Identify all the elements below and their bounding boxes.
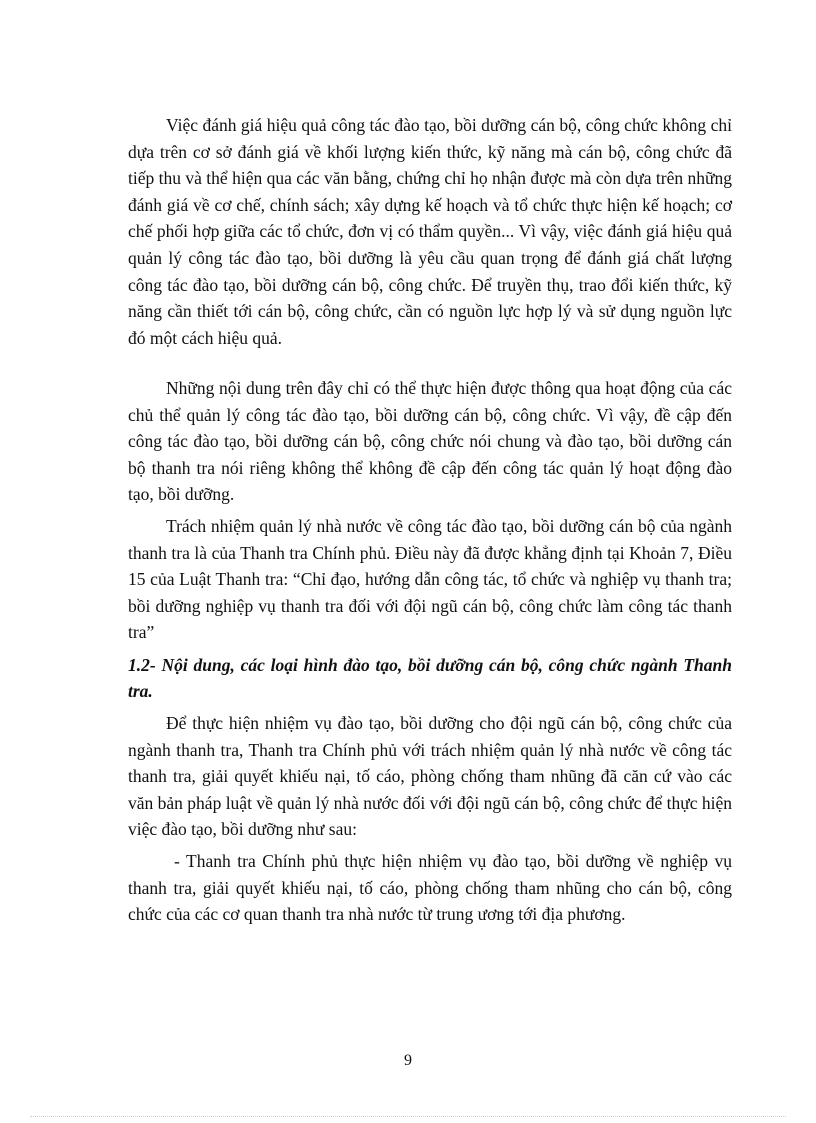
page-number: 9 [404, 1052, 412, 1069]
paragraph-evaluation: Việc đánh giá hiệu quả công tác đào tạo, bồi dưỡng cán bộ, công chức không chỉ dựa trên cơ sở đánh giá về khối lượng kiến thức, kỹ năng mà cán bộ, công chức đã tiếp thu và thể hiện qua các văn bằng, chứng chỉ họ nhận được mà còn dựa trên những đánh giá về cơ chế, chính sách; xây dựng kế hoạch và tổ chức thực hiện kế hoạch; cơ chế phối hợp giữa các tổ chức, đơn vị có thẩm quyền... Vì vậy, việc đánh giá hiệu quả quản lý công tác đào tạo, bồi dưỡng là yêu cầu quan trọng để đánh giá chất lượng công tác đào tạo, bồi dưỡng cán bộ, công chức. Để truyền thụ, trao đổi kiến thức, kỹ năng cần thiết tới cán bộ, công chức, cần có nguồn lực hợp lý và sử dụng nguồn lực đó một cách hiệu quả. [128, 115, 732, 348]
paragraph-implementation: Để thực hiện nhiệm vụ đào tạo, bồi dưỡng cho đội ngũ cán bộ, công chức của ngành thanh tra, Thanh tra Chính phủ với trách nhiệm quản lý nhà nước về công tác thanh tra, giải quyết khiếu nại, tố cáo, phòng chống tham nhũng đã căn cứ vào các văn bản pháp luật về quản lý nhà nước đối với đội ngũ cán bộ, công chức để thực hiện việc đào tạo, bồi dưỡng như sau: [128, 713, 732, 840]
paragraph-responsibility: Trách nhiệm quản lý nhà nước về công tác đào tạo, bồi dưỡng cán bộ của ngành thanh tra là của Thanh tra Chính phủ. Điều này đã được khẳng định tại Khoản 7, Điều 15 của Luật Thanh tra: “Chỉ đạo, hướng dẫn công tác, tổ chức và nghiệp vụ thanh tra; bồi dưỡng nghiệp vụ thanh tra đối với đội ngũ cán bộ, công chức làm công tác thanh tra” [128, 516, 732, 643]
paragraph-content-scope: Những nội dung trên đây chỉ có thể thực hiện được thông qua hoạt động của các chủ thể quản lý công tác đào tạo, bồi dưỡng cán bộ, công chức. Vì vậy, đề cập đến công tác đào tạo, bồi dưỡng cán bộ, công chức nói chung và đào tạo, bồi dưỡng cán bộ thanh tra nói riêng không thể không đề cập đến công tác quản lý hoạt động đào tạo, bồi dưỡng. [128, 378, 732, 505]
page-bottom-divider [30, 1116, 786, 1117]
bullet-item: - Thanh tra Chính phủ thực hiện nhiệm vụ đào tạo, bồi dưỡng về nghiệp vụ thanh tra, giải quyết khiếu nại, tố cáo, phòng chống tham nhũng cho cán bộ, công chức của các cơ quan thanh tra nhà nước từ trung ương tới địa phương. [128, 851, 732, 925]
section-heading: 1.2- Nội dung, các loại hình đào tạo, bồi dưỡng cán bộ, công chức ngành Thanh tra. [128, 655, 732, 701]
